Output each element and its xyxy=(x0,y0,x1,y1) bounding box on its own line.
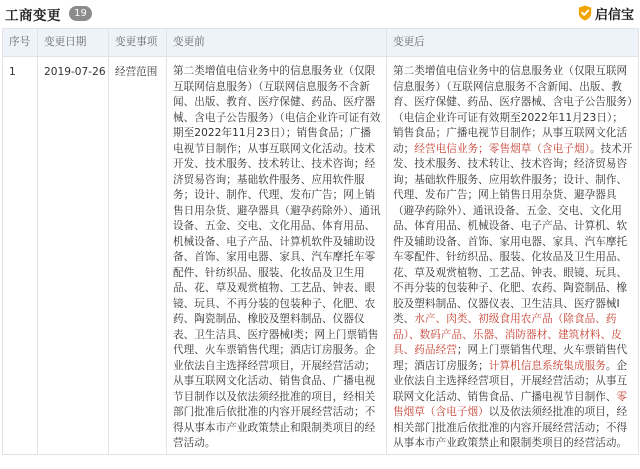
column-header-after: 变更后 xyxy=(387,29,639,57)
section-title: 工商变更 xyxy=(5,8,61,24)
column-header-before: 变更前 xyxy=(167,29,387,57)
brand-shield-icon xyxy=(578,5,592,21)
change-records-table xyxy=(2,28,639,455)
after-text-segment: 以及依法须经批准的项目，经相关部门批准后依批准的内容开展经营活动；不得从事本市产业政策禁止和限制类项目的经营活动。 xyxy=(393,406,628,449)
table-header-row xyxy=(3,29,639,57)
after-highlight-segment: 计算机信息系统集成服务 xyxy=(488,359,606,372)
cell-before: 第二类增值电信业务中的信息服务业（仅限互联网信息服务）（互联网信息服务不含新闻、出版、教育、医疗保健、药品、医疗器械、含电子公告服务）（电信企业许可证有效期至2022年11月23日）；销售食品；广播电视节目制作；从事互联网文化活动。技术开发、技术服务、技术转让、技术咨询；经济贸易咨询；基础软件服务、应用软件服务；设计、制作、代理、发布广告；网上销售日用杂货、避孕器具（避孕药除外）、通讯设备、五金、交电、文化用品、体育用品、机械设备、电子产品、计算机软件及辅助设备、首饰、家用电器、家具、汽车摩托车零配件、针纺织品、服装、化妆品及卫生用品、花、草及观赏植物、工艺品、钟表、眼镜、玩具、不再分装的包装种子、化肥、农药、陶瓷制品、橡胶及塑料制品、仪器仪表、卫生洁具、医疗器械I类；网上门票销售代理、火车票销售代理；酒店订房服务。企业依法自主选择经营项目，开展经营活动；从事互联网文化活动、销售食品、广播电视节目制作以及依法须经批准的项目，经相关部门批准后依批准的内容开展经营活动；不得从事本市产业政策禁止和限制类项目的经营活动。 xyxy=(167,57,387,455)
brand-name: 启信宝 xyxy=(594,7,634,23)
after-text-segment: 。企业依法自主选择经营项目，开展经营活动；从事互联网文化活动、销售食品、广播电视节目制作、 xyxy=(393,359,628,403)
record-count-badge: 19 xyxy=(69,6,92,21)
cell-date: 2019-07-26 xyxy=(38,57,109,455)
cell-item: 经营范围 xyxy=(109,57,167,455)
column-header-date: 变更日期 xyxy=(38,29,109,57)
after-text-segment: ；网上门票销售代理、火车票销售代理；酒店订房服务； xyxy=(393,344,628,372)
column-header-item: 变更事项 xyxy=(109,29,167,57)
section-header xyxy=(0,0,640,26)
brand-logo-group xyxy=(578,3,634,23)
table-row xyxy=(3,57,639,455)
cell-after xyxy=(387,57,639,455)
after-highlight-segment: 经营电信业务；零售烟草（含电子烟） xyxy=(414,142,590,155)
after-highlight-segment: 零售烟草（含电子烟） xyxy=(393,390,628,418)
after-text-segment: 。技术开发、技术服务、技术转让、技术咨询；经济贸易咨询；基础软件服务、应用软件服务；设计、制作、代理、发布广告；网上销售日用杂货、避孕器具（避孕药除外）、通讯设备、五金、交电、文化用品、体育用品、机械设备、电子产品、计算机、软件及辅助设备、首饰、家用电器、家具、汽车摩托车零配件、针纺织品、服装、化妆品及卫生用品、花、草及观赏植物、工艺品、钟表、眼镜、玩具、不再分装的包装种子、化肥、农药、陶瓷制品、橡胶及塑料制品、仪器仪表、卫生洁具、医疗器械I类、 xyxy=(393,142,633,325)
after-text-segment: 第二类增值电信业务中的信息服务业（仅限互联网信息服务）（互联网信息服务不含新闻、出版、教育、医疗保健、药品、医疗器械、含电子公告服务）（电信企业许可证有效期至2022年11月23日）；销售食品；广播电视节目制作；从事互联网文化活动； xyxy=(393,65,633,155)
after-highlight-segment: 水产、肉类、初级食用农产品（除食品、药品）、数码产品、乐器、消防器材、建筑材料、皮具、药品经营 xyxy=(393,313,622,356)
column-header-index: 序号 xyxy=(3,29,38,57)
cell-index: 1 xyxy=(3,57,38,455)
